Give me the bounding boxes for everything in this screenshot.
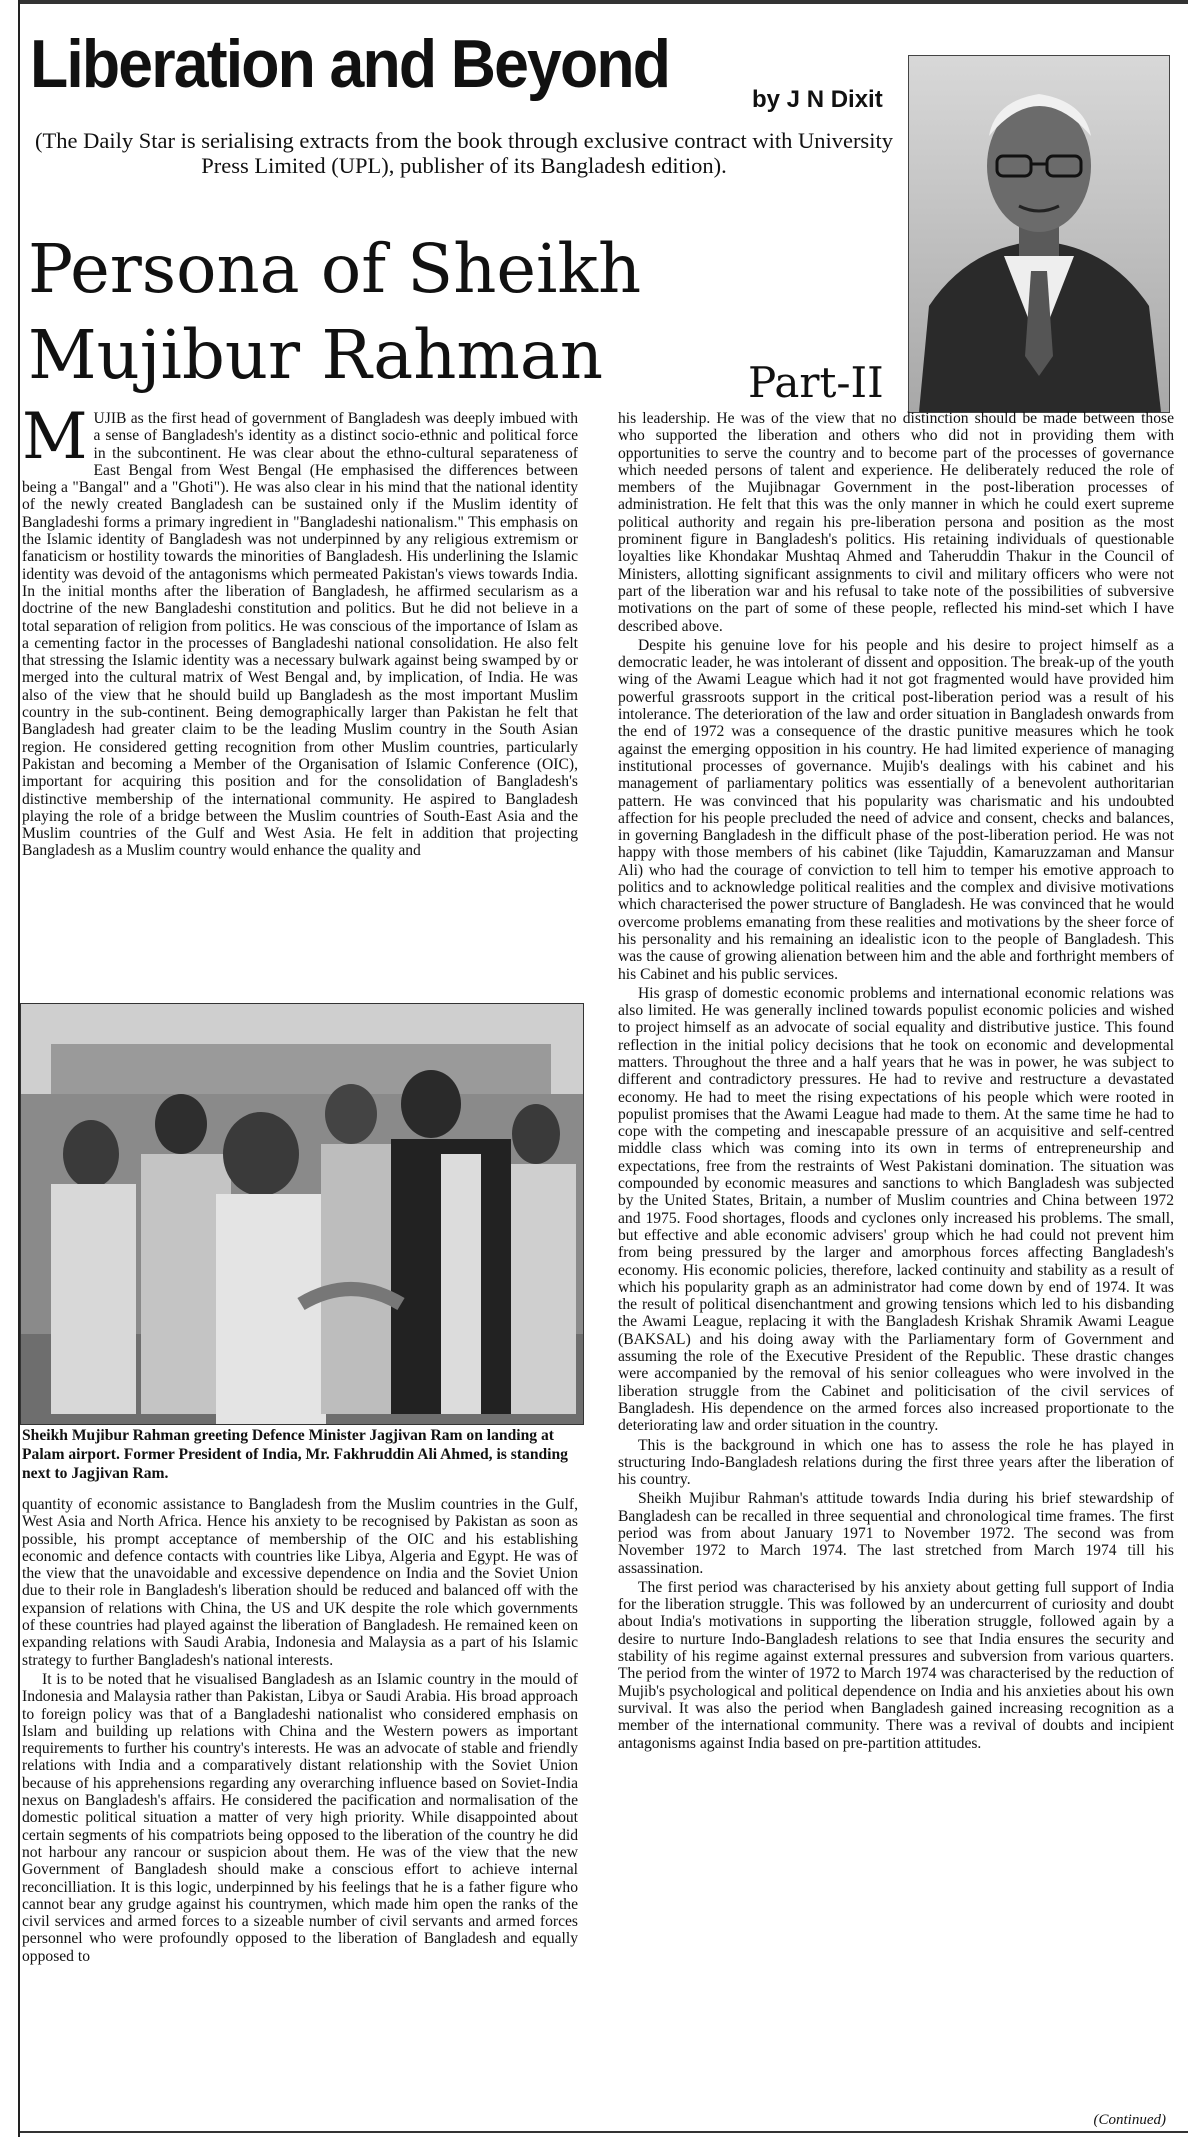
article-paragraph: This is the background in which one has to assess the role he has played in structuring Indo-Bangladesh relations during the first three years after the liberation of his country. <box>618 1436 1174 1489</box>
article-column-left-top <box>22 410 578 1000</box>
article-paragraph: His grasp of domestic economic problems and international economic relations was also limited. He was generally inclined towards populist economic policies and wished to project himself as an advocate of social equality and distributive justice. This found reflection in the initial policy decisions that he took on economic and developmental matters. Throughout the three and a half years that he was in power, he was subject to different and contradictory pressures. He had to revive and restructure a devastated economy. He had to meet the rising expectations of his people which were rooted in populist promises that the Awami League had made to them. At the same time he had to cope with the competing and inescapable pressure of an acquisitive and self-centred middle class which was coming into its own in terms of entrepreneurship and expectations, free from the restraints of West Pakistani domination. The situation was compounded by economic measures and sanctions to which Bangladesh was subjected by the United States, Britain, a number of Muslim countries and China between 1972 and 1975. Food shortages, floods and cyclones only increased his problems. The small, but effective and able economic advisers' group which he had could not prevent him from being pressured by the larger and amorphous forces affecting Bangladesh's economy. His economic policies, therefore, lacked continuity and stability as a result of which his popularity graph as an administrator had come down by end of 1974. It was the result of political disenchantment and growing tensions which led to his disbanding the Awami League, replacing it with the Bangladesh Krishak Shramik Awami League (BAKSAL) and his doing away with the Parliamentary form of Government and assuming the role of the Executive President of the Republic. These drastic changes were accompanied by the removal of his senior colleagues who were involved in the liberation struggle from the Cabinet and politicisation of the civil services of Bangladesh. His dependence on the armed forces also increased proportionate to the deteriorating law and order situation in the country. <box>618 984 1174 1435</box>
drop-cap: M <box>22 410 88 474</box>
bottom-rule <box>20 2131 1188 2133</box>
article-column-right <box>618 410 1174 2130</box>
serialisation-note: (The Daily Star is serialising extracts from the book through exclusive contract with University Press Limited (UPL), publisher of its Bangladesh edition). <box>35 128 893 178</box>
series-title: Liberation and Beyond <box>30 26 670 102</box>
news-photo <box>20 1003 584 1425</box>
article-paragraph: Sheikh Mujibur Rahman's attitude towards India during his brief stewardship of Bangladesh can be recalled in three sequential and chronological time frames. The first period was from about January 1971 to November 1972. The second was from November 1972 to March 1974. The last stretched from March 1974 till his assassination. <box>618 1490 1174 1577</box>
byline: by J N Dixit <box>752 86 883 113</box>
article-paragraph: The first period was characterised by his anxiety about getting full support of India for the liberation struggle. This was followed by an undercurrent of curiosity and doubt about India's motivations in supporting the liberation struggle, followed again by a desire to nurture Indo-Bangladesh relations to see that India ensures the security and stability of his regime against external pressures and subversion from various quarters. The period from the winter of 1972 to March 1974 was characterised by the reduction of Mujib's psychological and political dependence on India and his anxieties about his own survival. It was also the period when Bangladesh gained increasing recognition as a member of the international community. There was a revival of doubts and incipient antagonisms against India based on pre-partition attitudes. <box>618 1578 1174 1752</box>
photo-caption: Sheikh Mujibur Rahman greeting Defence Minister Jagjivan Ram on landing at Palam airport. Former President of India, Mr. Fakhruddin Ali Ahmed, is standing next to Jagjivan Ram. <box>22 1427 568 1482</box>
article-paragraph: Despite his genuine love for his people and his desire to project himself as a democratic leader, he was intolerant of dissent and opposition. The break-up of the youth wing of the Awami League which had it not got fragmented would have provided him powerful grassroots support in the critical post-liberation period was a result of his intolerance. The deterioration of the law and order situation in Bangladesh onwards from the end of 1972 was a consequence of the drastic punitive measures which he took against the emerging opposition in his country. He had limited experience of managing institutional processes of governance. Mujib's dealings with his cabinet and his management of parliamentary politics was essentially of a benevolent authoritarian pattern. He was convinced that his popularity was charismatic and his undoubted affection for his people precluded the need of advice and consent, checks and balances, in governing Bangladesh in the difficult phase of the post-liberation period. He was not happy with those members of his cabinet (like Tajuddin, Kamaruzzaman and Mansur Ali) who had the courage of conviction to tell him to temper his emotive approach to politics and to acknowledge political realities and the complex and divisive motivations which characterised the power structure of Bangladesh. He was convinced that he would overcome problems emanating from these realities and motivations by the sheer force of his personality and his remaining an idealistic icon to the people of Bangladesh. This was the cause of growing alienation between him and the able and forthright members of his Cabinet and his public services. <box>618 636 1174 983</box>
article-paragraph <box>22 410 578 860</box>
paragraph-text: UJIB as the first head of government of Bangladesh was deeply imbued with a sense of Bangladesh's identity as a distinct socio-ethnic and political force in the subcontinent. He was clear about the ethno-cultural separateness of East Bengal from West Bengal (He emphasised the differences between being a "Bangal" and a "Ghoti"). He was also clear in his mind that the national identity of the newly created Bangladesh can be sustained only if the Muslim identity of Bangladeshi forms a primary ingredient in "Bangladeshi nationalism." This emphasis on the Islamic identity of Bangladesh was not underpinned by any religious extremism or fanaticism or hostility towards the minorities of Bangladesh. His underlining the Islamic identity was devoid of the antagonisms which permeated Pakistan's views towards India. In the initial months after the liberation of Bangladesh, he affirmed secularism as a doctrine of the new Bangladeshi constitution and politics. But he did not believe in a total separation of religion from politics. He was conscious of the importance of Islam as a cementing factor in the processes of Bangladeshi national consolidation. He also felt that stressing the Islamic identity was a necessary bulwark against being swamped by or merged into the cultural matrix of West Bengal and, by implication, of India. He was also of the view that he should build up Bangladesh as the most important Muslim country in the sub-continent. Being demographically larger than Pakistan he felt that Bangladesh had greater claim to be the leading Muslim country in the South Asian region. He considered getting recognition from other Muslim countries, particularly Pakistan and becoming a Member of the Organisation of Islamic Conference (OIC), important for acquiring this position and for the consolidation of Bangladesh's distinctive membership of the international community. He aspired to Bangladesh playing the role of a bridge between the Muslim countries of South-East Asia and the Muslim countries of the Gulf and West Asia. He felt in addition that projecting Bangladesh as a Muslim country would enhance the quality and <box>22 410 578 860</box>
article-paragraph: It is to be noted that he visualised Bangladesh as an Islamic country in the mould of Indonesia and Malaysia rather than Pakistan, Libya or Saudi Arabia. His broad approach to foreign policy was that of a Bangladeshi nationalist who considered emphasis on Islam and building up relations with China and the Western powers as important requirements to further his country's interests. He was an advocate of stable and friendly relations with India and a comparatively distant relationship with the Soviet Union because of his apprehensions regarding any overarching influence based on Soviet-India nexus on Bangladesh's affairs. He considered the pacification and normalisation of the domestic political situation a matter of very high priority. While disappointed about certain segments of his compatriots being opposed to the liberation of the country he did not harbour any rancour or suspicion about them. He was of the view that the new Government of Bangladesh should make a conscious effort to achieve internal reconcilliation. It is this logic, underpinned by his feelings that he is a father figure who cannot bear any grudge against his countrymen, which made him open the ranks of the civil services and armed forces to a sizeable number of civil servants and armed forces personnel who were profoundly opposed to the liberation of Bangladesh and equally opposed to <box>22 1670 578 1965</box>
continued-label: (Continued) <box>1093 2112 1166 2128</box>
top-rule <box>20 0 1188 4</box>
part-label: Part-II <box>748 358 884 407</box>
article-column-left-bottom <box>22 1496 578 2116</box>
article-paragraph: quantity of economic assistance to Bangladesh from the Muslim countries in the Gulf, West Asia and North Africa. Hence his anxiety to be recognised by Pakistan as soon as possible, his prompt acceptance of membership of the OIC and his establishing economic and defence contacts with countries like Libya, Algeria and Egypt. He was of the view that the unavoidable and excessive dependence on India and the Soviet Union due to their role in Bangladesh's liberation should be reduced and balanced off with the expansion of relations with China, the US and UK despite the role which governments of these countries had played against the liberation of Bangladesh. He remained keen on expanding relations with Saudi Arabia, Indonesia and Malaysia as a part of his Islamic strategy to further Bangladesh's national interests. <box>22 1496 578 1669</box>
article-paragraph: his leadership. He was of the view that no distinction should be made between those who supported the liberation and others who did not in providing them with opportunities to serve the country and to become part of the processes of governance which needed persons of talent and experience. He deliberately reduced the role of members of the Mujibnagar Government in the post-liberation processes of administration. He felt that this was the only manner in which he could exert supreme political authority and regain his pre-liberation persona and position as the most prominent figure in Bangladesh's politics. His retaining individuals of questionable loyalties like Khondakar Mushtaq Ahmed and Taheruddin Thakur in the Council of Ministers, allotting significant assignments to civil and military officers who were not part of the liberation war and his refusal to take note of the possibilities of subversive motivations on the part of some of these people, reflected his mind-set which I have described above. <box>618 410 1174 635</box>
article-headline: Persona of Sheikh Mujibur Rahman <box>28 230 642 394</box>
author-portrait <box>908 55 1170 413</box>
